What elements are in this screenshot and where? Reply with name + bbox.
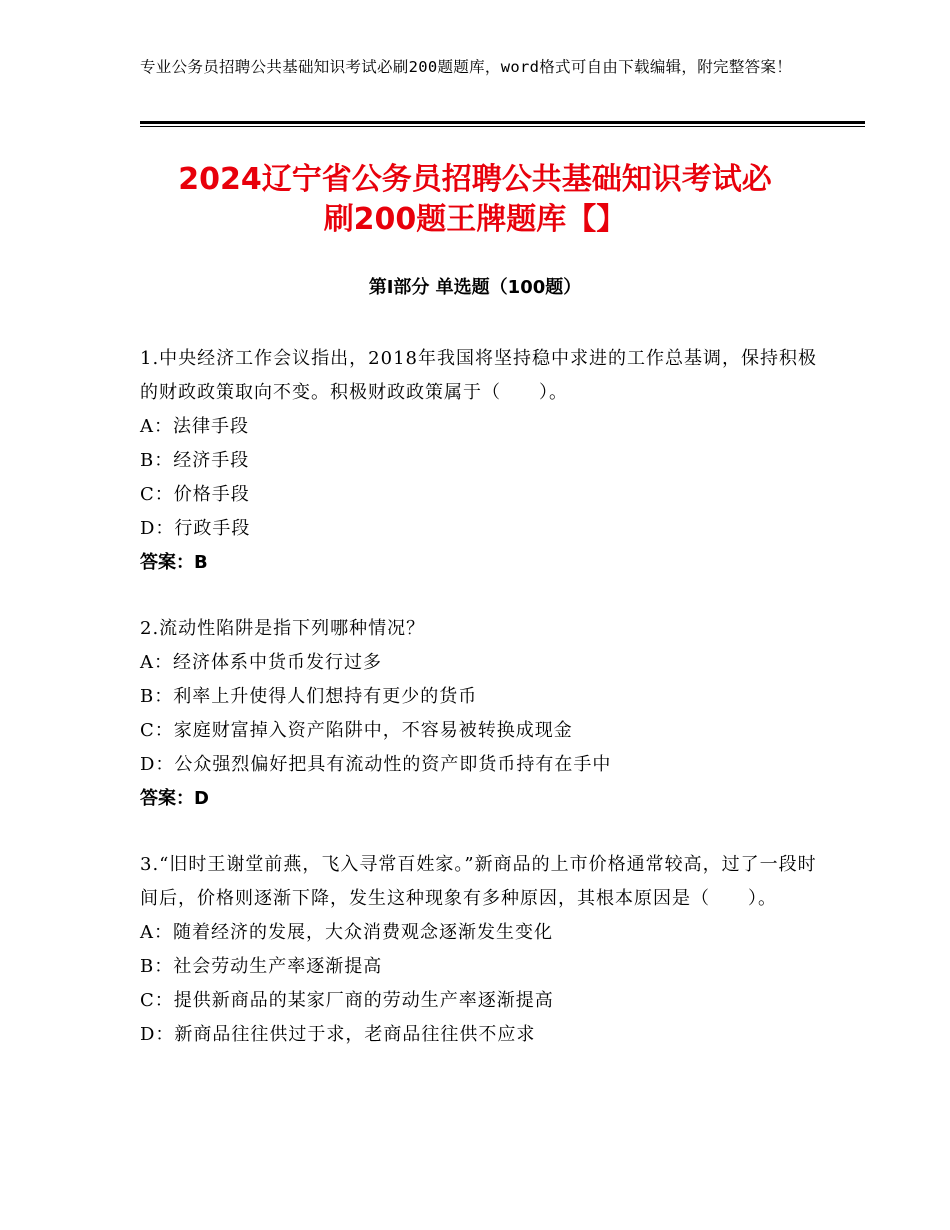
option-a: A：经济体系中货币发行过多: [140, 652, 382, 673]
option-c: C：提供新商品的某家厂商的劳动生产率逐渐提高: [140, 990, 554, 1011]
header-divider-thick: [140, 121, 865, 124]
answer: 答案：D: [140, 788, 209, 809]
option-c: C：家庭财富掉入资产陷阱中，不容易被转换成现金: [140, 720, 573, 741]
question-3: [140, 848, 820, 1052]
option-b: B：社会劳动生产率逐渐提高: [140, 956, 383, 977]
question-1: [140, 342, 820, 580]
question-text: 3.“旧时王谢堂前燕，飞入寻常百姓家。”新商品的上市价格通常较高，过了一段时间后，价格则逐渐下降，发生这种现象有多种原因，其根本原因是（ ）。: [140, 854, 817, 909]
option-b: B：利率上升使得人们想持有更少的货币: [140, 686, 478, 707]
answer: 答案：B: [140, 552, 208, 573]
document-title: [120, 160, 830, 240]
question-list: [140, 342, 820, 1084]
option-d: D：新商品往往供过于求，老商品往往供不应求: [140, 1024, 536, 1045]
option-d: D：公众强烈偏好把具有流动性的资产即货币持有在手中: [140, 754, 612, 775]
option-b: B：经济手段: [140, 450, 250, 471]
option-a: A：法律手段: [140, 416, 249, 437]
option-c: C：价格手段: [140, 484, 250, 505]
section-heading: 第I部分 单选题（100题）: [368, 277, 582, 298]
option-a: A：随着经济的发展，大众消费观念逐渐发生变化: [140, 922, 553, 943]
title-line-1: 2024辽宁省公务员招聘公共基础知识考试必: [178, 162, 772, 197]
header-note: 专业公务员招聘公共基础知识考试必刷200题题库，word格式可自由下载编辑，附完整答案！: [140, 58, 793, 76]
header-divider-thin: [140, 126, 865, 127]
title-line-2: 刷200题王牌题库【】: [323, 202, 627, 237]
question-2: [140, 612, 820, 816]
question-text: 1.中央经济工作会议指出，2018年我国将坚持稳中求进的工作总基调，保持积极的财政政策取向不变。积极财政政策属于（ ）。: [140, 348, 817, 403]
question-text: 2.流动性陷阱是指下列哪种情况？: [140, 618, 426, 639]
option-d: D：行政手段: [140, 518, 251, 539]
